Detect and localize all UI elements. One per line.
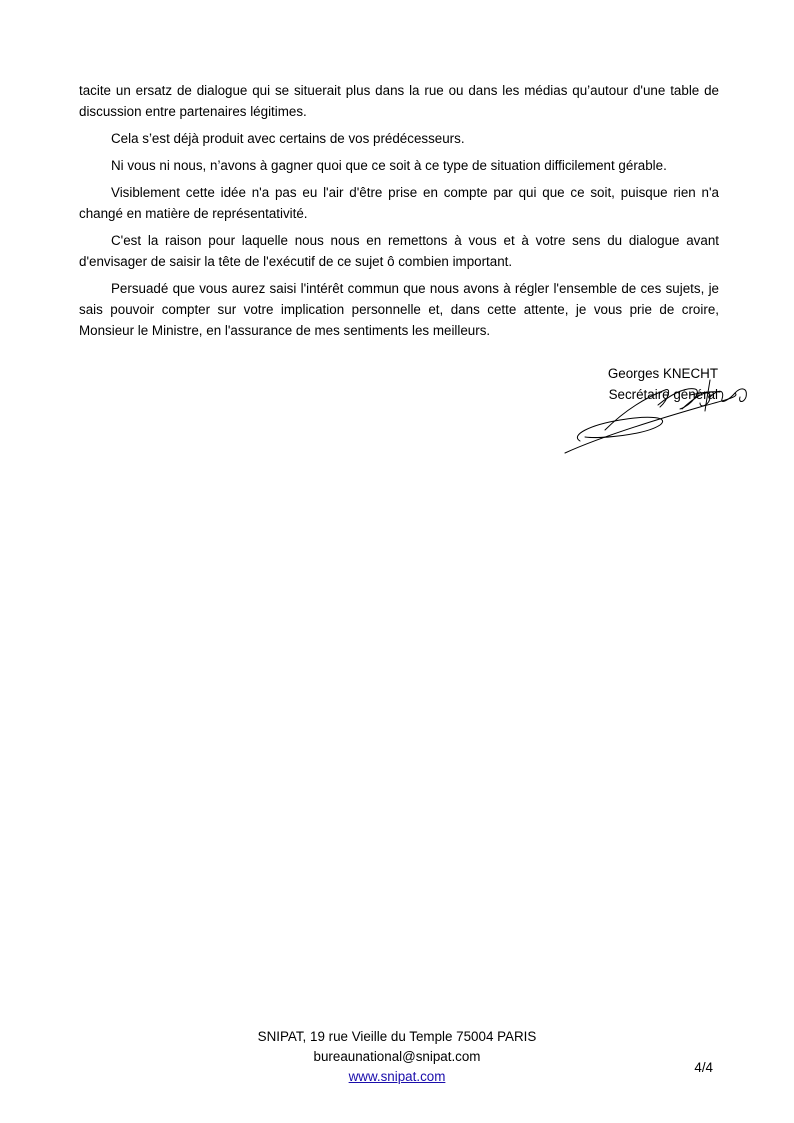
signatory-name: Georges KNECHT bbox=[607, 366, 718, 381]
paragraph-continuation: tacite un ersatz de dialogue qui se situerait plus dans la rue ou dans les médias qu’autour d'une table de discussion entre partenaires légitimes. bbox=[79, 83, 719, 119]
handwritten-signature bbox=[560, 375, 760, 460]
paragraph: Ni vous ni nous, n’avons à gagner quoi que ce soit à ce type de situation difficilement gérable. bbox=[111, 158, 667, 173]
page-number: 4/4 bbox=[694, 1060, 713, 1075]
footer-address: SNIPAT, 19 rue Vieille du Temple 75004 PARIS bbox=[257, 1029, 537, 1044]
paragraph: Cela s’est déjà produit avec certains de vos prédécesseurs. bbox=[111, 131, 465, 146]
letter-body bbox=[79, 80, 719, 347]
paragraph: C'est la raison pour laquelle nous nous en remettons à vous et à votre sens du dialogue avant d'envisager de saisir la tête de l'exécutif de ce sujet ô combien important. bbox=[79, 233, 719, 269]
signatory-title: Secrétaire général bbox=[608, 387, 718, 402]
page-footer bbox=[0, 1027, 794, 1087]
paragraph-closing: Persuadé que vous aurez saisi l'intérêt commun que nous avons à régler l'ensemble de ces sujets, je sais pouvoir compter sur votre implication personnelle et, dans cette attente, je vous prie de croire, Monsieur le Ministre, en l'assurance de mes sentiments les meilleurs. bbox=[79, 281, 719, 338]
paragraph: Visiblement cette idée n'a pas eu l'air d'être prise en compte par qui que ce soit, puisque rien n'a changé en matière de représentativité. bbox=[79, 185, 719, 221]
footer-email: bureaunational@snipat.com bbox=[313, 1049, 481, 1064]
footer-website-link[interactable]: www.snipat.com bbox=[348, 1069, 446, 1084]
